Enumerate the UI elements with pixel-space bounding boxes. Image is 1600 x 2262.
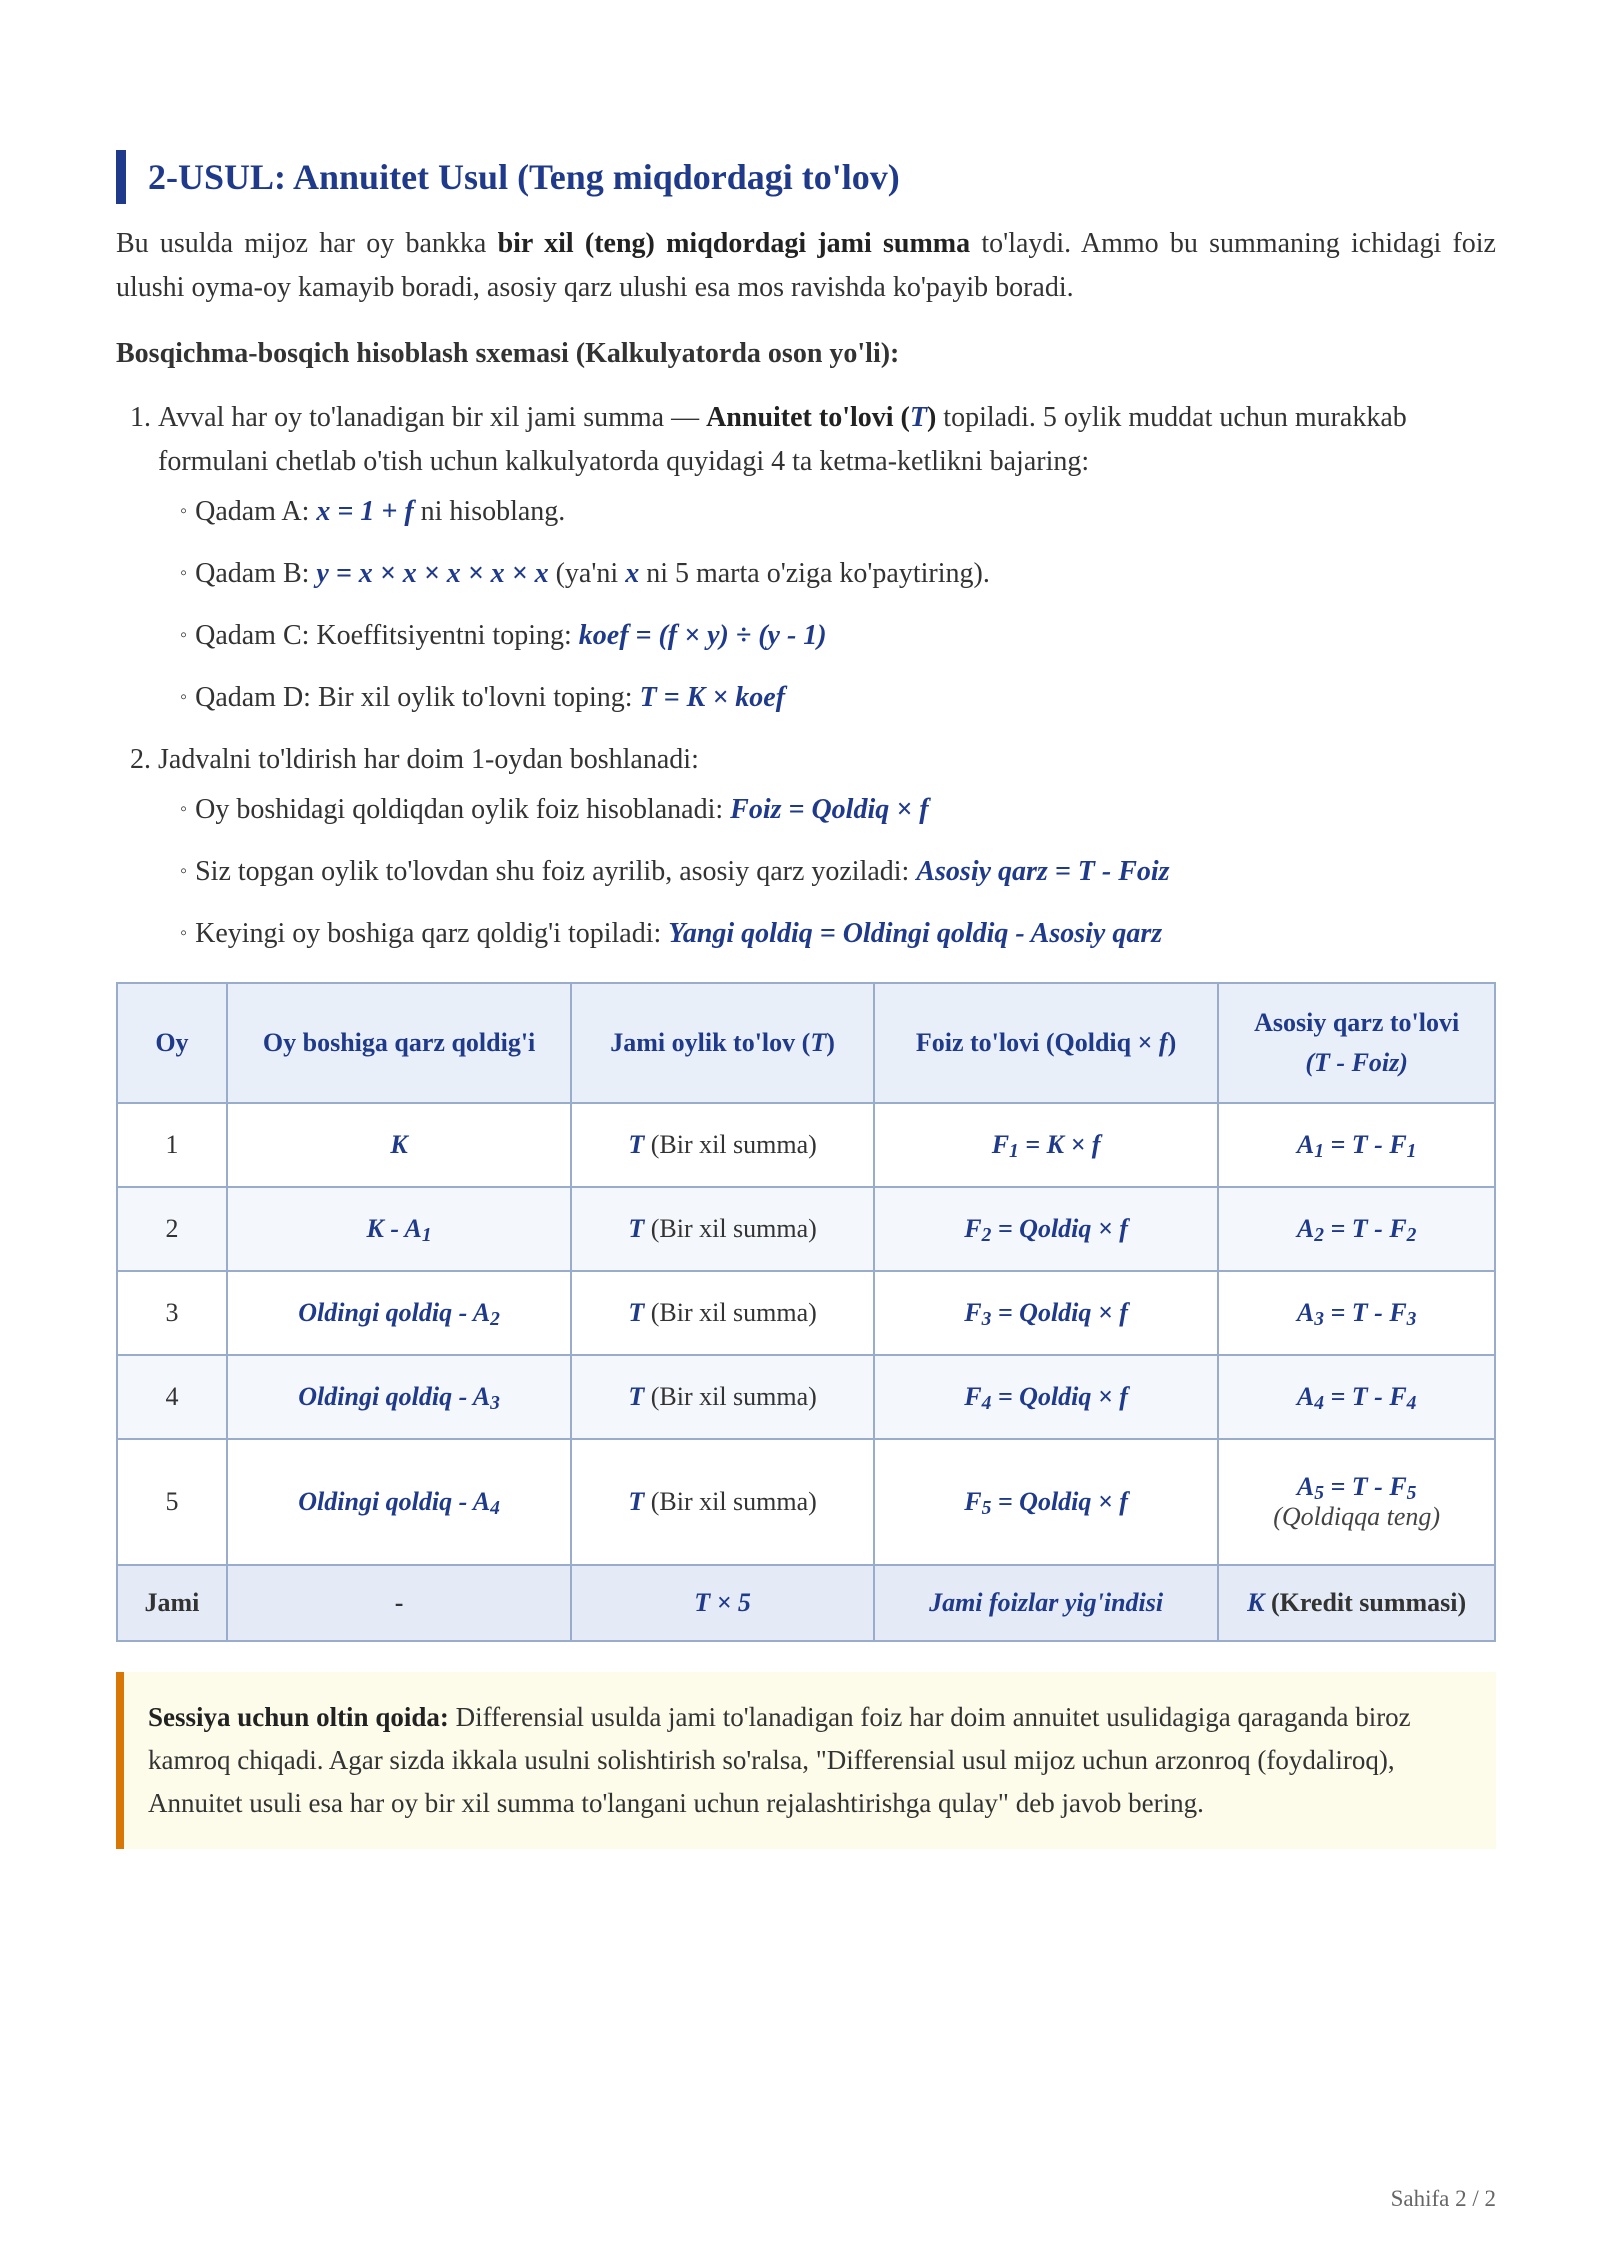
- intro-bold: bir xil (teng) miqdordagi jami summa: [497, 228, 971, 259]
- header-oy: Oy: [117, 983, 227, 1103]
- total-asosiy-text: (Kredit summasi): [1264, 1588, 1467, 1617]
- cell-asosiy: [1218, 1355, 1495, 1439]
- cell-foiz: [874, 1439, 1218, 1565]
- subscript: 5: [1314, 1483, 1324, 1504]
- a-rest: = T - F: [1323, 1214, 1407, 1243]
- a-rest: = T - F: [1323, 1382, 1407, 1411]
- step-2-item: [180, 912, 1496, 958]
- principal-formula: [1296, 1130, 1417, 1162]
- header-asosiy: [1218, 983, 1495, 1103]
- cell-oy: [117, 1187, 227, 1271]
- balance-formula: [390, 1130, 407, 1159]
- cell-foiz: [874, 1271, 1218, 1355]
- cell-qoldiq: [227, 1271, 571, 1355]
- balance-formula: [298, 1382, 500, 1414]
- t-var: T: [628, 1382, 645, 1411]
- note-title: Sessiya uchun oltin qoida:: [148, 1702, 449, 1732]
- total-asosiy: [1218, 1565, 1495, 1641]
- interest-formula: [964, 1298, 1128, 1330]
- page-content: [116, 150, 1496, 1849]
- a-var: A: [1296, 1298, 1315, 1327]
- month-number: 2: [165, 1214, 179, 1243]
- intro-paragraph: [116, 222, 1496, 310]
- page-number: Sahifa 2 / 2: [1390, 2186, 1496, 2211]
- step-b-label: Qadam B:: [195, 558, 317, 589]
- t-var: T: [628, 1298, 645, 1327]
- total-jami: T × 5: [571, 1565, 874, 1641]
- balance-formula: [298, 1298, 500, 1330]
- cell-jami: [571, 1439, 874, 1565]
- circle-bullet-icon: ◦: [180, 798, 188, 820]
- f-rest: = Qoldiq × f: [991, 1298, 1128, 1327]
- header-jami-var: T: [810, 1028, 827, 1057]
- balance-text: Oldingi qoldiq - A: [298, 1298, 491, 1327]
- circle-bullet-icon: ◦: [180, 686, 188, 708]
- header-asosiy-line2: (T - Foiz): [1305, 1048, 1408, 1077]
- circle-bullet-icon: ◦: [180, 922, 188, 944]
- intro-text-2: to'laydi. Ammo bu summaning ichidagi foiz ulushi oyma-oy kamayib boradi, asosiy qarz ulushi esa mos ravishda ko'payib boradi.: [116, 228, 1496, 303]
- subscript: 4: [981, 1393, 992, 1414]
- step-d-formula: T = K × koef: [639, 682, 786, 713]
- header-foiz-var: f: [1158, 1028, 1168, 1057]
- t-suffix: (Bir xil summa): [644, 1382, 817, 1411]
- header-foiz: [874, 983, 1218, 1103]
- cell-asosiy: [1218, 1439, 1495, 1565]
- total-label: Jami: [117, 1565, 227, 1641]
- table-row: [117, 1439, 1495, 1565]
- subscript: 2: [981, 1225, 992, 1246]
- table-row: [117, 1187, 1495, 1271]
- cell-foiz: [874, 1187, 1218, 1271]
- header-asosiy-line1: Asosiy qarz to'lovi: [1254, 1008, 1460, 1037]
- interest-formula: [991, 1130, 1101, 1162]
- scheme-title: Bosqichma-bosqich hisoblash sxemasi (Kalkulyatorda oson yo'li):: [116, 338, 900, 369]
- subscript: 5: [1406, 1483, 1417, 1504]
- cell-jami: [571, 1355, 874, 1439]
- f-var: F: [964, 1214, 982, 1243]
- circle-bullet-icon: ◦: [180, 624, 188, 646]
- balance-text: Oldingi qoldiq - A: [298, 1382, 491, 1411]
- subscript: 3: [1406, 1309, 1417, 1330]
- annuity-table: [116, 982, 1496, 1642]
- step-b-post-b: ni 5 marta o'ziga ko'paytiring).: [639, 558, 990, 589]
- total-asosiy-var: K: [1247, 1588, 1265, 1617]
- t-var: T: [628, 1214, 645, 1243]
- step-2-sublist: [158, 788, 1496, 958]
- cell-oy: [117, 1103, 227, 1187]
- t-suffix: (Bir xil summa): [644, 1487, 817, 1516]
- f-rest: = Qoldiq × f: [991, 1214, 1128, 1243]
- f-var: F: [964, 1298, 982, 1327]
- cell-asosiy: [1218, 1187, 1495, 1271]
- interest-formula: [964, 1382, 1128, 1414]
- cell-qoldiq: [227, 1439, 571, 1565]
- cell-jami: [571, 1187, 874, 1271]
- table-row: [117, 1271, 1495, 1355]
- a-var: A: [1296, 1130, 1315, 1159]
- cell-foiz: [874, 1355, 1218, 1439]
- step-d: [180, 676, 1496, 722]
- step-2-item-text: Oy boshidagi qoldiqdan oylik foiz hisoblanadi:: [195, 794, 731, 825]
- circle-bullet-icon: ◦: [180, 562, 188, 584]
- table-total-row: [117, 1565, 1495, 1641]
- f-var: F: [991, 1130, 1010, 1159]
- step-2-text: Jadvalni to'ldirish har doim 1-oydan boshlanadi:: [158, 744, 699, 775]
- principal-formula: [1296, 1382, 1417, 1414]
- balance-formula: [366, 1214, 432, 1246]
- table-body: [117, 1103, 1495, 1565]
- table-row: [117, 1103, 1495, 1187]
- table-row: [117, 1355, 1495, 1439]
- step-a-formula: x = 1 + f: [316, 496, 414, 527]
- step-2-item-text: Siz topgan oylik to'lovdan shu foiz ayrilib, asosiy qarz yoziladi:: [195, 856, 917, 887]
- intro-text-1: Bu usulda mijoz har oy bankka: [116, 228, 498, 259]
- step-b: [180, 552, 1496, 598]
- step-a: [180, 490, 1496, 536]
- step-c-label: Qadam C: Koeffitsiyentni toping:: [195, 620, 579, 651]
- step-1: [158, 396, 1496, 722]
- subscript: 3: [1314, 1309, 1324, 1330]
- step-2-item-formula: Asosiy qarz = T - Foiz: [916, 856, 1170, 887]
- page-title: 2-USUL: Annuitet Usul (Teng miqdordagi to'lov): [116, 150, 1496, 204]
- a-rest: = T - F: [1323, 1298, 1407, 1327]
- cell-asosiy: [1218, 1271, 1495, 1355]
- balance-formula: [298, 1487, 500, 1519]
- subscript: 1: [1009, 1141, 1019, 1162]
- balance-text: K - A: [366, 1214, 422, 1243]
- subscript: 1: [1406, 1141, 1417, 1162]
- steps-list: [116, 396, 1496, 958]
- step-2: [158, 738, 1496, 958]
- step-1-sublist: [158, 490, 1496, 722]
- principal-note: (Qoldiqqa teng): [1273, 1502, 1441, 1531]
- step-2-item-formula: Yangi qoldiq = Oldingi qoldiq - Asosiy qarz: [668, 918, 1163, 949]
- table-header-row: [117, 983, 1495, 1103]
- a-rest: = T - F: [1323, 1472, 1407, 1501]
- step-1-bold-end: ): [926, 402, 937, 433]
- a-var: A: [1296, 1472, 1315, 1501]
- step-a-post: ni hisoblang.: [413, 496, 566, 527]
- f-rest: = K × f: [1018, 1130, 1101, 1159]
- month-number: 3: [165, 1298, 179, 1327]
- subscript: 1: [1314, 1141, 1324, 1162]
- balance-text: Oldingi qoldiq - A: [298, 1487, 491, 1516]
- cell-qoldiq: [227, 1187, 571, 1271]
- cell-qoldiq: [227, 1355, 571, 1439]
- total-foiz: Jami foizlar yig'indisi: [874, 1565, 1218, 1641]
- cell-qoldiq: [227, 1103, 571, 1187]
- f-rest: = Qoldiq × f: [991, 1487, 1128, 1516]
- subscript: 4: [490, 1498, 500, 1519]
- t-var: T: [628, 1130, 645, 1159]
- header-jami-text: Jami oylik to'lov (: [610, 1028, 811, 1057]
- subscript: 2: [1314, 1225, 1324, 1246]
- subscript: 2: [1406, 1225, 1417, 1246]
- cell-foiz: [874, 1103, 1218, 1187]
- step-a-label: Qadam A:: [195, 496, 317, 527]
- subscript: 2: [490, 1309, 500, 1330]
- header-jami-close: ): [826, 1028, 835, 1057]
- cell-oy: [117, 1271, 227, 1355]
- f-rest: = Qoldiq × f: [991, 1382, 1128, 1411]
- month-number: 5: [165, 1487, 179, 1516]
- t-suffix: (Bir xil summa): [644, 1214, 817, 1243]
- subscript: 5: [981, 1498, 992, 1519]
- balance-text: K: [390, 1130, 408, 1159]
- step-c-formula: koef = (f × y) ÷ (y - 1): [578, 620, 827, 651]
- circle-bullet-icon: ◦: [180, 500, 188, 522]
- total-qoldiq: -: [227, 1565, 571, 1641]
- a-var: A: [1296, 1214, 1315, 1243]
- t-var: T: [628, 1487, 645, 1516]
- circle-bullet-icon: ◦: [180, 860, 188, 882]
- golden-rule-note: [116, 1672, 1496, 1849]
- step-2-item-formula: Foiz = Qoldiq × f: [730, 794, 929, 825]
- cell-oy: [117, 1355, 227, 1439]
- principal-formula: [1296, 1472, 1417, 1504]
- f-var: F: [964, 1487, 982, 1516]
- step-1-var: T: [909, 402, 927, 433]
- note-text: Differensial usulda jami to'lanadigan foiz har doim annuitet usulidagiga qaraganda biroz kamroq chiqadi. Agar sizda ikkala usulni solishtirish so'ralsa, "Differensial usul mijoz uchun arzonroq (foydaliroq), Annuitet usuli esa har oy bir xil summa to'langani uchun rejalashtirishga qulay" deb javob bering.: [148, 1702, 1411, 1818]
- step-2-item-text: Keyingi oy boshiga qarz qoldig'i topiladi:: [195, 918, 669, 949]
- t-suffix: (Bir xil summa): [644, 1298, 817, 1327]
- header-jami: [571, 983, 874, 1103]
- t-suffix: (Bir xil summa): [644, 1130, 817, 1159]
- step-b-formula: y = x × x × x × x × x: [316, 558, 549, 589]
- step-2-item: [180, 788, 1496, 834]
- interest-formula: [964, 1214, 1128, 1246]
- step-1-bold: Annuitet to'lovi (: [706, 402, 910, 433]
- a-var: A: [1296, 1382, 1315, 1411]
- step-1-text: Avval har oy to'lanadigan bir xil jami summa —: [158, 402, 707, 433]
- header-qoldiq: Oy boshiga qarz qoldig'i: [227, 983, 571, 1103]
- subscript: 4: [1314, 1393, 1324, 1414]
- month-number: 4: [165, 1382, 179, 1411]
- cell-jami: [571, 1103, 874, 1187]
- subscript: 1: [421, 1225, 432, 1246]
- step-c: [180, 614, 1496, 660]
- principal-formula: [1296, 1214, 1417, 1246]
- subscript: 4: [1406, 1393, 1417, 1414]
- cell-oy: [117, 1439, 227, 1565]
- step-1-text-2: topiladi. 5 oylik muddat uchun murakkab formulani chetlab o'tish uchun kalkulyatorda quyidagi 4 ta ketma-ketlikni bajaring:: [158, 402, 1407, 477]
- month-number: 1: [165, 1130, 179, 1159]
- f-var: F: [964, 1382, 982, 1411]
- step-d-label: Qadam D: Bir xil oylik to'lovni toping:: [195, 682, 640, 713]
- cell-jami: [571, 1271, 874, 1355]
- principal-formula: [1296, 1298, 1417, 1330]
- interest-formula: [964, 1487, 1128, 1519]
- header-foiz-close: ): [1167, 1028, 1177, 1057]
- step-2-item: [180, 850, 1496, 896]
- a-rest: = T - F: [1323, 1130, 1407, 1159]
- cell-asosiy: [1218, 1103, 1495, 1187]
- subscript: 3: [981, 1309, 992, 1330]
- step-b-var: x: [625, 558, 640, 589]
- header-foiz-text: Foiz to'lovi (Qoldiq ×: [915, 1028, 1159, 1057]
- step-b-post-a: (ya'ni: [548, 558, 626, 589]
- subscript: 3: [490, 1393, 500, 1414]
